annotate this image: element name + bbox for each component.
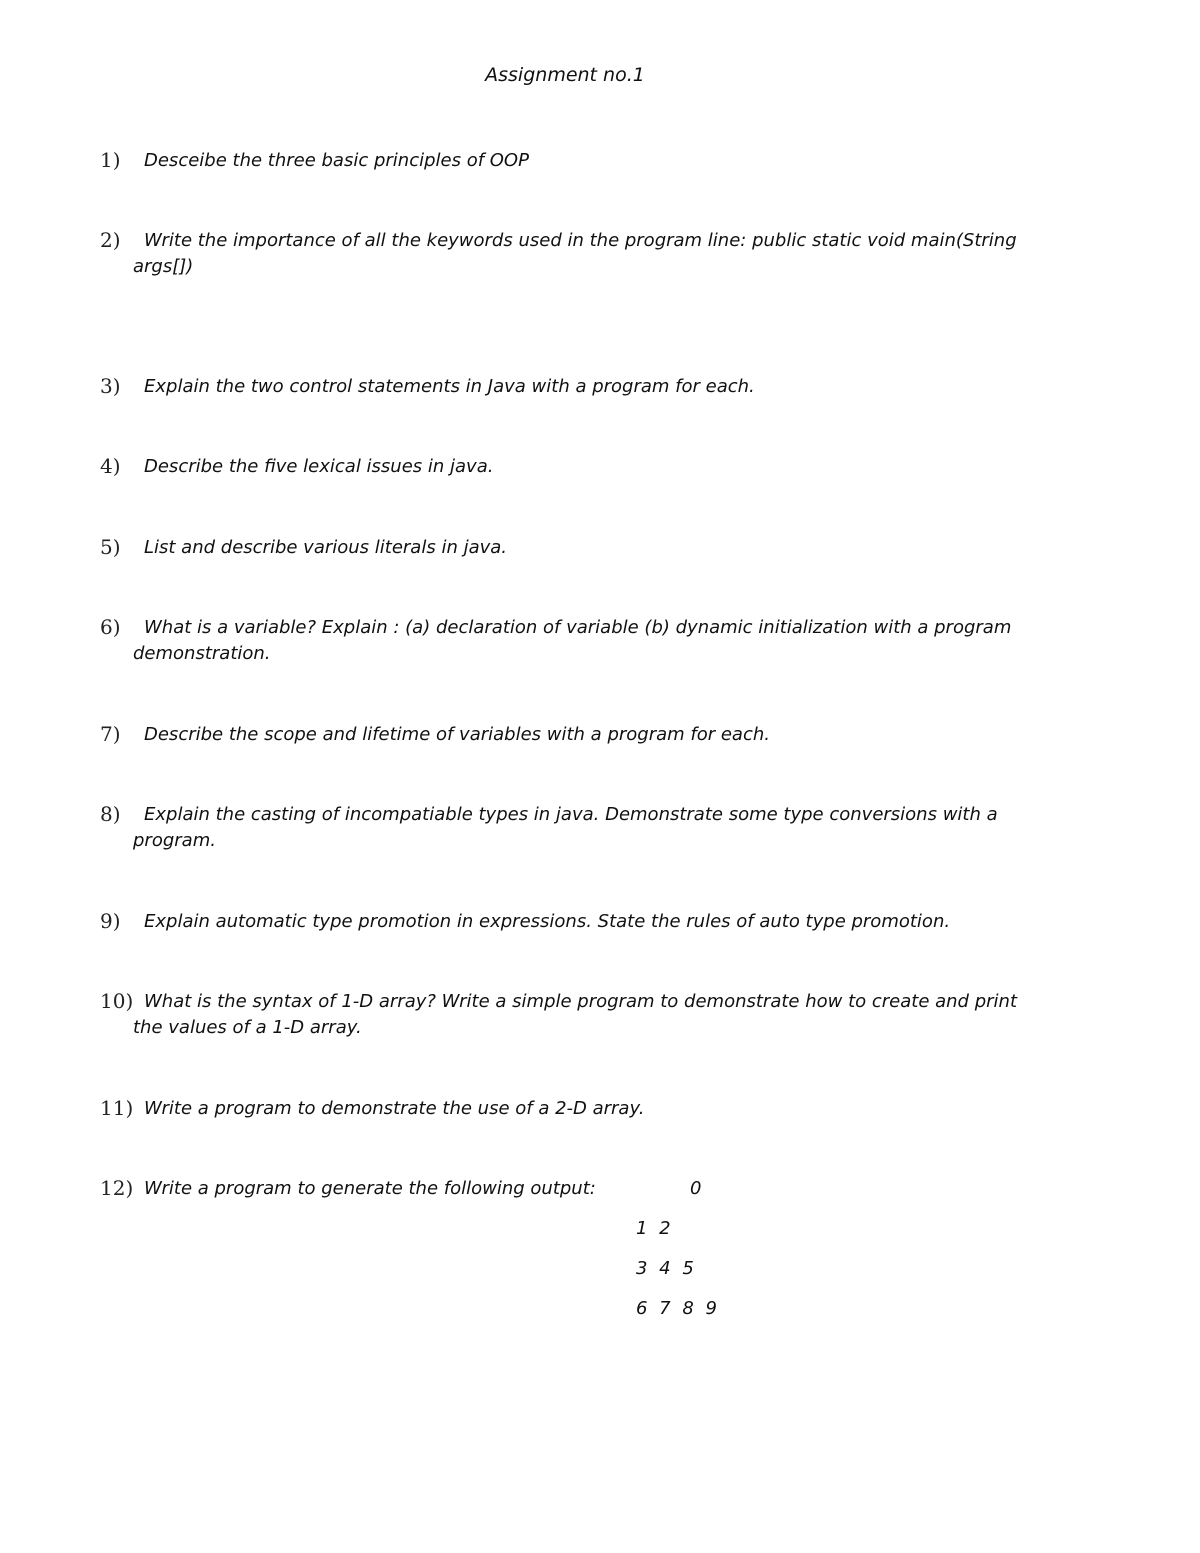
question-number: 7) [100, 722, 121, 746]
page-title: Assignment no.1 [485, 64, 645, 86]
question-text-continued: args[]) [133, 256, 194, 277]
question-10 [100, 989, 1060, 1041]
question-text: Write the importance of all the keywords used in the program line: public static void main(String [144, 230, 1017, 251]
question-3 [100, 374, 1060, 400]
question-number: 12) [100, 1176, 134, 1200]
question-number: 1) [100, 148, 121, 172]
question-8 [100, 802, 1060, 854]
question-text-continued: demonstration. [133, 643, 271, 664]
question-5 [100, 535, 1060, 561]
question-6 [100, 615, 1060, 667]
question-text: What is the syntax of 1-D array? Write a simple program to demonstrate how to create and print [144, 991, 1017, 1012]
question-number: 2) [100, 228, 121, 252]
question-11 [100, 1096, 1060, 1122]
question-number: 10) [100, 989, 134, 1013]
question-text: Write a program to demonstrate the use of a 2-D array. [144, 1098, 645, 1119]
question-text: What is a variable? Explain : (a) declaration of variable (b) dynamic initialization with a program [144, 617, 1012, 638]
question-9 [100, 909, 1060, 935]
question-text: Write a program to generate the following output: [144, 1178, 596, 1199]
question-number: 3) [100, 374, 121, 398]
question-number: 9) [100, 909, 121, 933]
output-row-3: 3 4 5 [636, 1258, 697, 1279]
question-text: Explain the casting of incompatiable types in java. Demonstrate some type conversions with a [144, 804, 998, 825]
output-row-4: 6 7 8 9 [636, 1298, 720, 1319]
question-1 [100, 148, 1060, 174]
question-number: 8) [100, 802, 121, 826]
question-text-continued: the values of a 1-D array. [133, 1017, 362, 1038]
question-text: Describe the scope and lifetime of variables with a program for each. [144, 724, 770, 745]
question-number: 11) [100, 1096, 134, 1120]
question-number: 5) [100, 535, 121, 559]
output-row-2: 1 2 [636, 1218, 674, 1239]
question-4 [100, 454, 1060, 480]
question-12 [100, 1176, 1060, 1202]
question-text: List and describe various literals in java. [144, 537, 508, 558]
question-7 [100, 722, 1060, 748]
question-text: Explain the two control statements in Java with a program for each. [144, 376, 755, 397]
question-text-continued: program. [133, 830, 216, 851]
question-text: Desceibe the three basic principles of OOP [144, 150, 529, 171]
question-text: Describe the five lexical issues in java. [144, 456, 494, 477]
question-number: 4) [100, 454, 121, 478]
output-row-1: 0 [690, 1178, 705, 1199]
question-text: Explain automatic type promotion in expressions. State the rules of auto type promotion. [144, 911, 951, 932]
question-number: 6) [100, 615, 121, 639]
question-2 [100, 228, 1060, 280]
